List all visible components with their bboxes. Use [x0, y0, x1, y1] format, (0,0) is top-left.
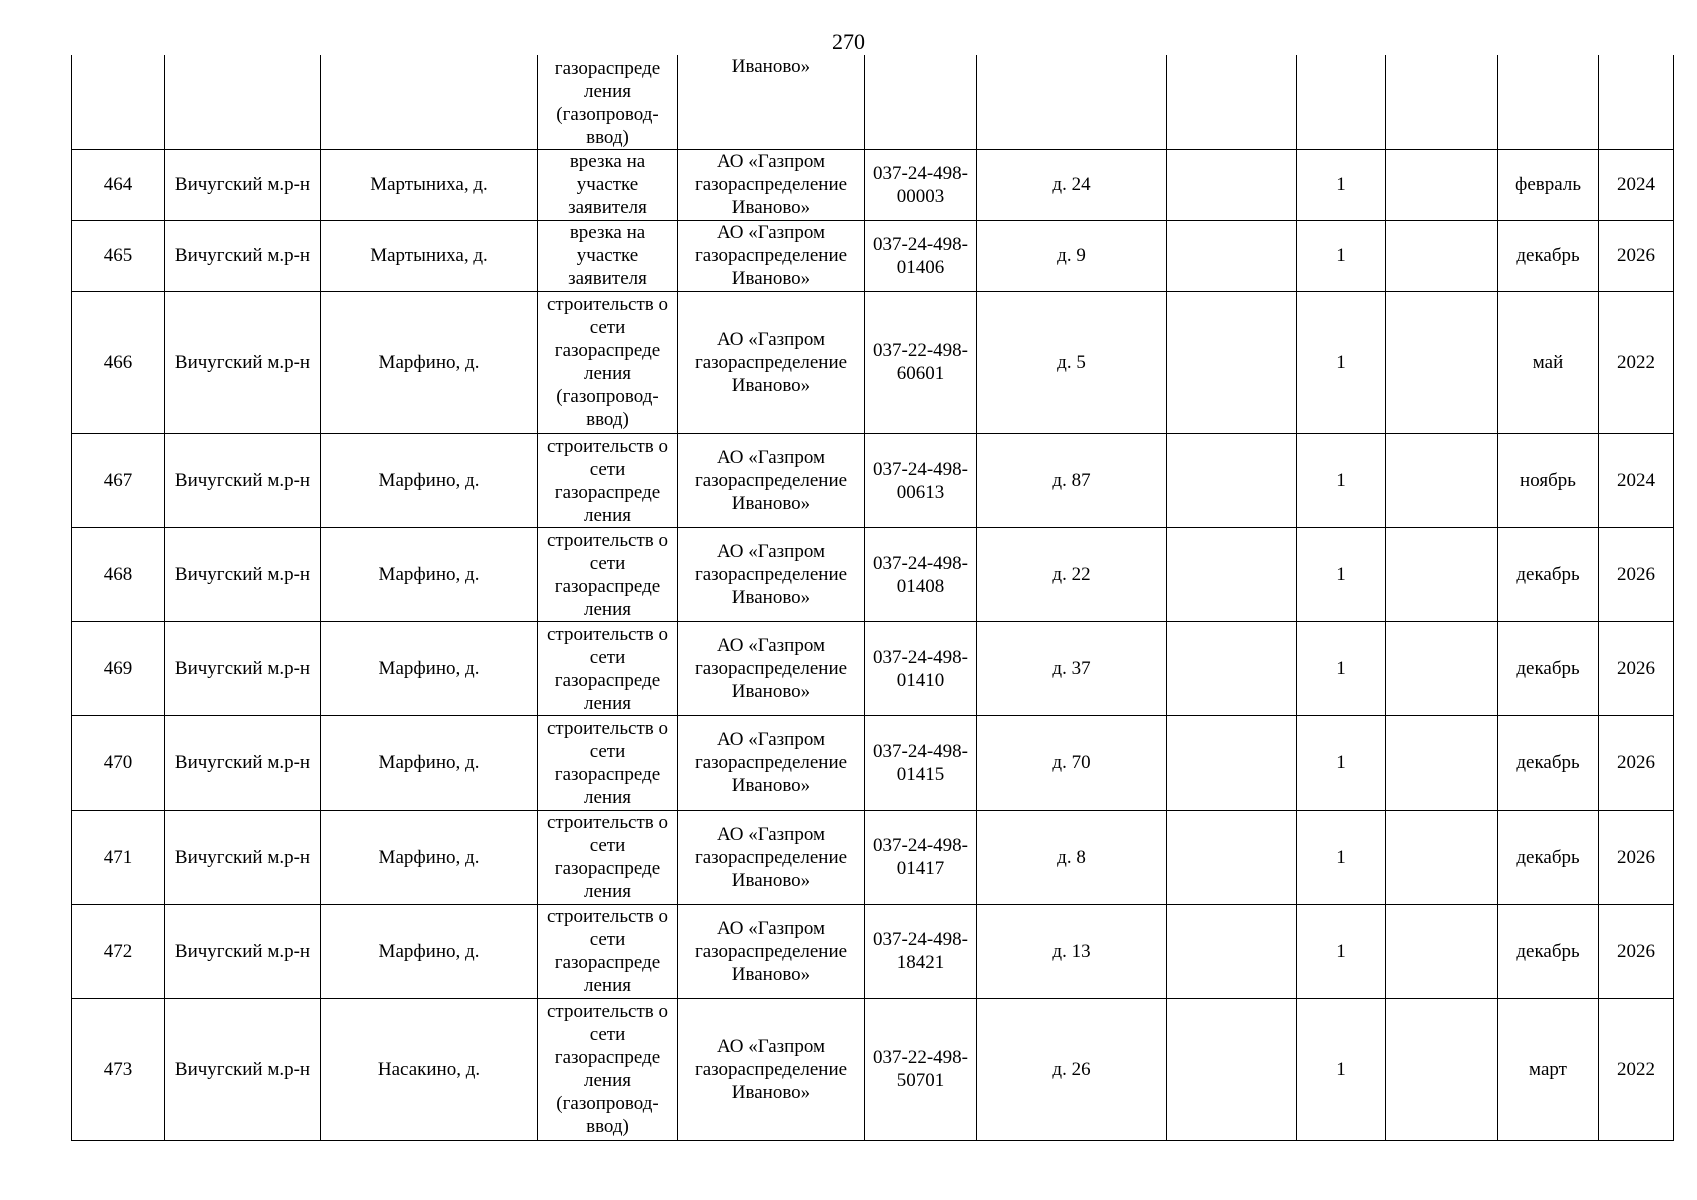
cell-year: 2024	[1599, 149, 1674, 220]
cell-year: 2026	[1599, 810, 1674, 904]
cell-address: д. 24	[977, 149, 1167, 220]
cell-district: Вичугский м.р-н	[165, 810, 321, 904]
cell-month: март	[1498, 998, 1599, 1140]
cell-code: 037-24-498-01408	[865, 528, 977, 622]
cell-count: 1	[1297, 716, 1386, 810]
cell-col8	[1167, 434, 1297, 528]
cell-organization: АО «Газпром газораспределение Иваново»	[678, 434, 865, 528]
cell-locality: Марфино, д.	[321, 904, 538, 998]
cell-col10	[1386, 998, 1498, 1140]
cell-district: Вичугский м.р-н	[165, 291, 321, 433]
cell-district: Вичугский м.р-н	[165, 904, 321, 998]
cell-col8	[1167, 220, 1297, 291]
cell-locality: Насакино, д.	[321, 998, 538, 1140]
cell-col8	[1167, 528, 1297, 622]
cell-number: 466	[72, 291, 165, 433]
cell-number: 464	[72, 149, 165, 220]
cell-number: 465	[72, 220, 165, 291]
cell-col8	[1167, 291, 1297, 433]
cell-col10	[1386, 220, 1498, 291]
cell-organization: АО «Газпром газораспределение Иваново»	[678, 716, 865, 810]
cell-count: 1	[1297, 149, 1386, 220]
table-row	[72, 998, 1674, 1140]
cell-year: 2022	[1599, 998, 1674, 1140]
cell-month: декабрь	[1498, 622, 1599, 716]
cell-organization: АО «Газпром газораспределение Иваново»	[678, 149, 865, 220]
cell-month: декабрь	[1498, 904, 1599, 998]
cell-count: 1	[1297, 434, 1386, 528]
cell-work-type: строительств о сети газораспреде ления (газопровод-ввод)	[538, 998, 678, 1140]
cell-organization: АО «Газпром газораспределение Иваново»	[678, 622, 865, 716]
cell-locality: Марфино, д.	[321, 434, 538, 528]
cell-locality	[321, 55, 538, 149]
cell-col8	[1167, 810, 1297, 904]
cell-locality: Мартыниха, д.	[321, 149, 538, 220]
cell-number: 473	[72, 998, 165, 1140]
cell-month	[1498, 55, 1599, 149]
cell-col8	[1167, 904, 1297, 998]
cell-address: д. 13	[977, 904, 1167, 998]
cell-year: 2026	[1599, 220, 1674, 291]
cell-col10	[1386, 291, 1498, 433]
cell-locality: Марфино, д.	[321, 810, 538, 904]
cell-count: 1	[1297, 998, 1386, 1140]
cell-count: 1	[1297, 904, 1386, 998]
cell-year: 2026	[1599, 528, 1674, 622]
table-row	[72, 622, 1674, 716]
cell-locality: Марфино, д.	[321, 528, 538, 622]
cell-count	[1297, 55, 1386, 149]
table-row	[72, 810, 1674, 904]
cell-code: 037-24-498-18421	[865, 904, 977, 998]
cell-work-type: газораспреде ления (газопровод-ввод)	[538, 55, 678, 149]
cell-organization: АО «Газпром газораспределение Иваново»	[678, 220, 865, 291]
cell-code: 037-24-498-00613	[865, 434, 977, 528]
cell-district: Вичугский м.р-н	[165, 220, 321, 291]
cell-organization: Иваново»	[678, 55, 865, 149]
cell-number	[72, 55, 165, 149]
cell-year: 2022	[1599, 291, 1674, 433]
table-row-continuation	[72, 55, 1674, 149]
cell-district: Вичугский м.р-н	[165, 622, 321, 716]
cell-district: Вичугский м.р-н	[165, 434, 321, 528]
cell-address: д. 37	[977, 622, 1167, 716]
cell-count: 1	[1297, 622, 1386, 716]
table-row	[72, 149, 1674, 220]
cell-col8	[1167, 998, 1297, 1140]
table-row	[72, 716, 1674, 810]
cell-organization: АО «Газпром газораспределение Иваново»	[678, 810, 865, 904]
cell-col10	[1386, 810, 1498, 904]
cell-count: 1	[1297, 810, 1386, 904]
cell-organization: АО «Газпром газораспределение Иваново»	[678, 291, 865, 433]
cell-work-type: врезка на участке заявителя	[538, 220, 678, 291]
cell-work-type: строительств о сети газораспреде ления	[538, 528, 678, 622]
cell-locality: Марфино, д.	[321, 716, 538, 810]
cell-col10	[1386, 622, 1498, 716]
cell-district: Вичугский м.р-н	[165, 528, 321, 622]
table-row	[72, 434, 1674, 528]
cell-district	[165, 55, 321, 149]
cell-address: д. 9	[977, 220, 1167, 291]
cell-month: ноябрь	[1498, 434, 1599, 528]
table-row	[72, 528, 1674, 622]
cell-locality: Марфино, д.	[321, 622, 538, 716]
cell-address	[977, 55, 1167, 149]
cell-count: 1	[1297, 291, 1386, 433]
cell-district: Вичугский м.р-н	[165, 716, 321, 810]
cell-month: декабрь	[1498, 810, 1599, 904]
cell-col8	[1167, 55, 1297, 149]
cell-work-type: строительств о сети газораспреде ления	[538, 622, 678, 716]
page-number: 270	[832, 29, 865, 54]
table-row	[72, 291, 1674, 433]
cell-col10	[1386, 716, 1498, 810]
cell-number: 470	[72, 716, 165, 810]
cell-month: декабрь	[1498, 220, 1599, 291]
cell-col10	[1386, 149, 1498, 220]
cell-code: 037-24-498-01410	[865, 622, 977, 716]
cell-code: 037-24-498-01417	[865, 810, 977, 904]
cell-work-type: строительств о сети газораспреде ления	[538, 716, 678, 810]
cell-organization: АО «Газпром газораспределение Иваново»	[678, 904, 865, 998]
cell-district: Вичугский м.р-н	[165, 998, 321, 1140]
cell-address: д. 26	[977, 998, 1167, 1140]
cell-year: 2026	[1599, 904, 1674, 998]
cell-organization: АО «Газпром газораспределение Иваново»	[678, 528, 865, 622]
cell-number: 467	[72, 434, 165, 528]
cell-count: 1	[1297, 528, 1386, 622]
cell-col10	[1386, 55, 1498, 149]
cell-address: д. 87	[977, 434, 1167, 528]
cell-col10	[1386, 434, 1498, 528]
cell-col8	[1167, 149, 1297, 220]
cell-work-type: строительств о сети газораспреде ления	[538, 810, 678, 904]
table-row	[72, 904, 1674, 998]
cell-col8	[1167, 716, 1297, 810]
cell-district: Вичугский м.р-н	[165, 149, 321, 220]
cell-month: февраль	[1498, 149, 1599, 220]
cell-year: 2026	[1599, 622, 1674, 716]
cell-work-type: врезка на участке заявителя	[538, 149, 678, 220]
cell-year	[1599, 55, 1674, 149]
cell-count: 1	[1297, 220, 1386, 291]
cell-work-type: строительств о сети газораспреде ления	[538, 904, 678, 998]
cell-work-type: строительств о сети газораспреде ления	[538, 434, 678, 528]
cell-code: 037-22-498-60601	[865, 291, 977, 433]
cell-code: 037-24-498-01406	[865, 220, 977, 291]
cell-month: декабрь	[1498, 528, 1599, 622]
cell-month: май	[1498, 291, 1599, 433]
cell-locality: Марфино, д.	[321, 291, 538, 433]
cell-address: д. 22	[977, 528, 1167, 622]
cell-address: д. 5	[977, 291, 1167, 433]
cell-col10	[1386, 528, 1498, 622]
cell-locality: Мартыниха, д.	[321, 220, 538, 291]
cell-address: д. 70	[977, 716, 1167, 810]
cell-col8	[1167, 622, 1297, 716]
cell-address: д. 8	[977, 810, 1167, 904]
cell-code	[865, 55, 977, 149]
cell-code: 037-24-498-00003	[865, 149, 977, 220]
cell-col10	[1386, 904, 1498, 998]
cell-code: 037-22-498-50701	[865, 998, 977, 1140]
cell-year: 2024	[1599, 434, 1674, 528]
cell-month: декабрь	[1498, 716, 1599, 810]
cell-organization: АО «Газпром газораспределение Иваново»	[678, 998, 865, 1140]
cell-year: 2026	[1599, 716, 1674, 810]
cell-number: 471	[72, 810, 165, 904]
cell-code: 037-24-498-01415	[865, 716, 977, 810]
cell-work-type: строительств о сети газораспреде ления (газопровод-ввод)	[538, 291, 678, 433]
cell-number: 472	[72, 904, 165, 998]
table-row	[72, 220, 1674, 291]
gas-connection-registry-table	[71, 55, 1674, 1141]
cell-number: 468	[72, 528, 165, 622]
cell-number: 469	[72, 622, 165, 716]
